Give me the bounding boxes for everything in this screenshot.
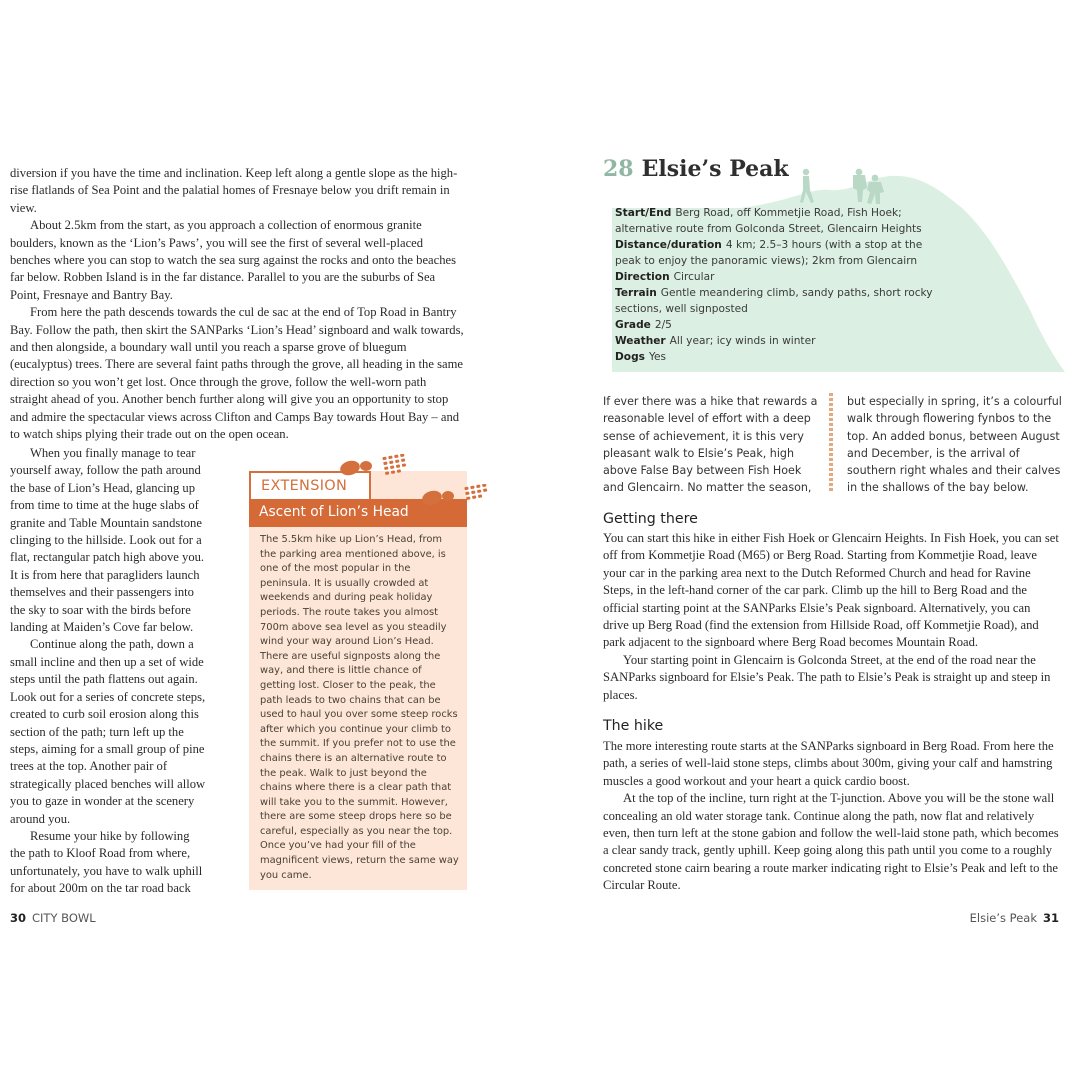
paragraph: Your starting point in Glencairn is Golconda Street, at the end of the road near the SANParks signboard for Elsie’s Peak. The path to Elsie’s Peak is straight up and steep in places. — [603, 652, 1051, 702]
paragraph: You can start this hike in either Fish Hoek or Glencairn Heights. In Fish Hoek, you can set off from Kommetjie Road (M65) or Berg Road. Starting from Kommetjie Road, leave your car in the parking area next to the Dutch Reformed Church and head for Ravine Steps, in the left-hand corner of the car park. Climb up the hill to Berg Road and the official starting point at the SANParks Elsie’s Peak signboard. Alternatively, you can drive up Berg Road (find the extension from Hillside Road, off Kommetjie Road), and park adjacent to the signboard where Berg Road becomes Mountain Road. — [603, 531, 1059, 650]
hiker-silhouette-icon — [795, 166, 895, 208]
paragraph: When you finally manage to tear yourself away, follow the path around the base of Lion’s Head, glancing up from time to time at the huge slabs of granite and Table Mountain sandstone clinging to the hillside. Look out for a flat, rectangular patch high above you. It is from here that paragliders launch themselves and their passengers into the sky to soar with the birds before landing at Maiden’s Cove far below. — [10, 446, 205, 635]
left-intro-text — [10, 165, 464, 444]
route-title — [603, 156, 789, 182]
route-stats — [615, 205, 945, 365]
getting-there-heading: Getting there — [603, 511, 698, 527]
section-name: Elsie’s Peak — [969, 911, 1037, 925]
bootprint-icon — [338, 454, 410, 484]
paragraph: diversion if you have the time and inclination. Keep left along a gentle slope as the high-rise flatlands of Sea Point and the palatial homes of Fresnaye below you drift remain in view. — [10, 166, 458, 215]
paragraph: Resume your hike by following the path to Kloof Road from where, unfortunately, you have to walk uphill for about 200m on the tar road back — [10, 828, 203, 896]
section-name: CITY BOWL — [32, 911, 96, 925]
stat-label: Start/End — [615, 207, 672, 219]
stat-label: Direction — [615, 271, 670, 283]
stat-value: 2/5 — [654, 319, 672, 331]
stat-weather — [615, 333, 945, 349]
stat-value: All year; icy winds in winter — [669, 335, 816, 347]
stat-value: Berg Road, off Kommetjie Road, Fish Hoek; alternative route from Golconda Street, Glencairn Heights — [615, 207, 922, 235]
stat-value: Yes — [648, 351, 667, 363]
intro-divider — [829, 393, 833, 491]
page-number: 31 — [1042, 911, 1059, 925]
paragraph: About 2.5km from the start, as you approach a collection of enormous granite boulders, known as the ‘Lion’s Paws’, you will see the first of several well-placed benches where you can stop to watch the sea surg against the rocks and onto the beaches far below. Robben Island is in the far distance. Parallel to you are the suburbs of Sea Point, Fresnaye and Bantry Bay. — [10, 218, 457, 302]
stat-label: Distance/duration — [615, 239, 722, 251]
stat-start-end — [615, 205, 945, 237]
paragraph: The more interesting route starts at the SANParks signboard in Berg Road. From here the path, a series of well-laid stone steps, climbs about 300m, giving your calf and hamstring muscles a good workout and your heart a quick cardio boost. — [603, 739, 1054, 788]
stat-label: Grade — [615, 319, 651, 331]
stat-distance — [615, 237, 945, 269]
paragraph: From here the path descends towards the cul de sac at the end of Top Road in Bantry Bay. Follow the path, then skirt the SANParks ‘Lion’s Head’ signboard and walk towards, and then alongside, a boundary wall until you reach a sparse grove of bluegum (eucalyptus) trees. There are several faint paths through the grove, all heading in the same direction so you won’t get lost. Once through the grove, follow the well-worn path straight ahead of you. Another bench further along will give you an opportunity to stop and admire the spectacular views across Clifton and Camps Bay towards Hout Bay – and to watch ships plying their trade out on the open ocean. — [10, 305, 464, 442]
stat-grade — [615, 317, 945, 333]
left-column-text — [10, 445, 208, 898]
extension-label: EXTENSION — [261, 478, 348, 494]
stat-label: Weather — [615, 335, 666, 347]
getting-there-body — [603, 530, 1059, 704]
stat-value: Circular — [673, 271, 715, 283]
stat-value: 4 km; 2.5–3 hours (with a stop at the peak to enjoy the panoramic views); 2km from Glencairn — [615, 239, 923, 267]
stat-direction — [615, 269, 945, 285]
intro-right: but especially in spring, it’s a colourful walk through flowering fynbos to the top. An added bonus, between August and December, is the arrival of southern right whales and their calves in the shallows of the bay below. — [847, 395, 1062, 495]
stat-label: Terrain — [615, 287, 657, 299]
bootprint-icon — [420, 484, 492, 514]
stat-label: Dogs — [615, 351, 645, 363]
extension-title: Ascent of Lion’s Head — [259, 504, 409, 520]
intro-left: If ever there was a hike that rewards a reasonable level of effort with a deep sense of achievement, it is this very pleasant walk to Elsie’s Peak, high above False Bay between Fish Hoek and Glencairn. No matter the season, — [603, 395, 818, 495]
paragraph: At the top of the incline, turn right at the T-junction. Above you will be the stone wall concealing an old water storage tank. Continue along the path, now flat and relatively even, then turn left at the stone gabion and follow the well-laid stone path, which becomes a clear sandy track, gently uphill. Keep going along this path until you come to a roughly concreted stone cairn bearing a route marker indicating right to Elsie’s Peak and left to the Circular Route. — [603, 791, 1059, 893]
route-name: Elsie’s Peak — [641, 156, 789, 182]
footer-right — [970, 911, 1059, 925]
stat-dogs — [615, 349, 945, 365]
the-hike-heading: The hike — [603, 718, 664, 734]
stat-terrain — [615, 285, 945, 317]
paragraph: Continue along the path, down a small incline and then up a set of wide steps until the path flattens out again. Look out for a series of concrete steps, created to curb soil erosion along this section of the path; turn left up the steps, aiming for a small group of pine trees at the top. Another pair of strategically placed benches will allow you to gaze in wonder at the scenery around you. — [10, 637, 206, 826]
route-number: 28 — [603, 156, 634, 182]
the-hike-body — [603, 738, 1059, 895]
stat-value: Gentle meandering climb, sandy paths, short rocky sections, well signposted — [615, 287, 933, 315]
extension-body: The 5.5km hike up Lion’s Head, from the parking area mentioned above, is one of the most popular in the peninsula. It is usually crowded at weekends and during peak holiday periods. The route takes you almost 700m above sea level as you steadily wind your way around Lion’s Head. There are useful signposts along the way, and there is little chance of getting lost. Closer to the peak, the path leads to two chains that can be used to haul you over some steep rocks after which you continue your climb to the summit. If you prefer not to use the chains there is an alternative route to the peak. Walk to just beyond the chains where there is a clear path that will take you to the summit. However, there are some steep drops here so be careful, especially as you near the top. Once you’ve had your fill of the magnificent views, return the same way you came. — [260, 534, 459, 881]
footer-left — [10, 911, 96, 925]
page-number: 30 — [10, 911, 27, 925]
